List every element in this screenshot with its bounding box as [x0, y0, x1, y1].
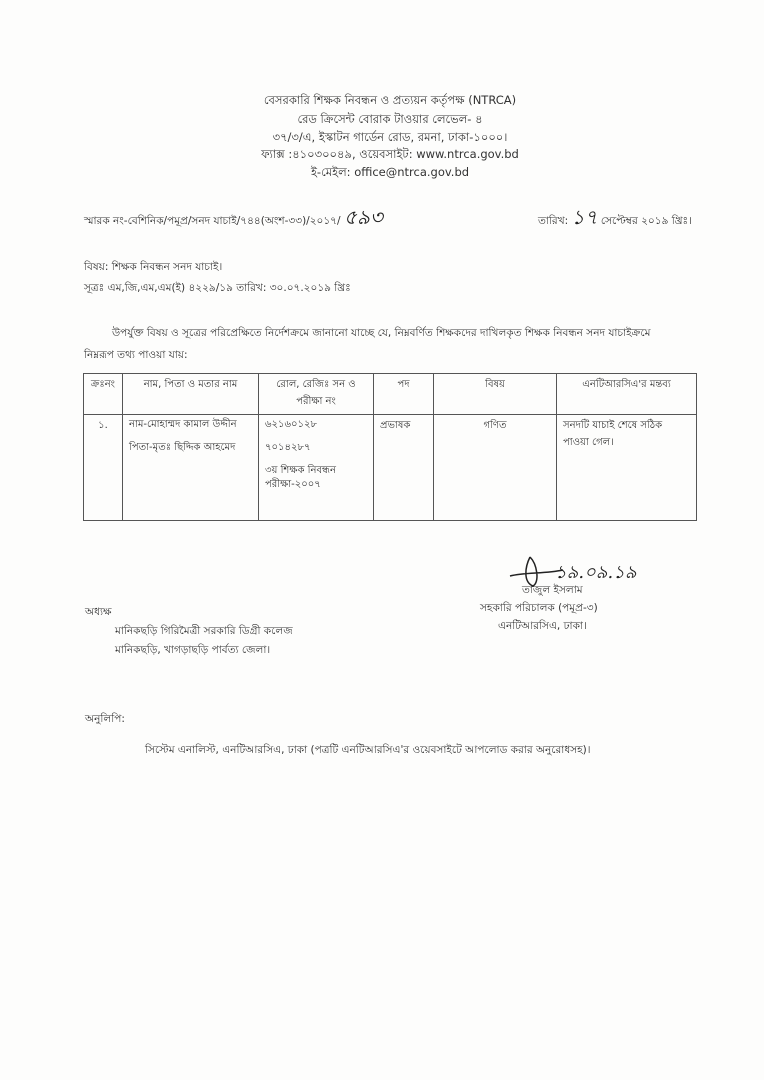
reference-line: সূত্রঃ এম,জি,এম,এম(ই) ৪২২৯/১৯ তারিখ: ৩০.০৭.২০১৯ খ্রিঃ — [84, 282, 351, 294]
org-name: বেসরকারি শিক্ষক নিবন্ধন ও প্রত্যয়ন কর্তৃপক্ষ (NTRCA) — [263, 93, 517, 107]
org-address: ৩৭/৩/এ, ইস্কাটন গার্ডেন রোড, রমনা, ঢাকা-১০০০। — [272, 130, 508, 144]
org-email: ই-মেইল: office@ntrca.gov.bd — [310, 165, 470, 179]
father-name: পিতা-মৃতঃ ছিদ্দিক আহমেদ — [129, 442, 236, 453]
memo-number — [84, 203, 383, 236]
teacher-name: নাম-মোহাম্মদ কামাল উদ্দীন — [129, 419, 237, 430]
signatory-designation: সহকারি পরিচালক (পমূপ্র-৩) — [480, 602, 598, 614]
col-serial: ক্রঃনং — [84, 374, 123, 415]
signature-date: ১৯.০৯.১৯ — [555, 562, 637, 583]
reg-number: ৭০১৪২৮৭ — [265, 442, 311, 453]
cell-post: প্রভাষক — [374, 415, 434, 521]
org-fax-website: ফ্যাক্স :৪১০৩০০৪৯, ওয়েবসাইট: www.ntrca.gov.bd — [261, 147, 519, 161]
col-name: নাম, পিতা ও মতার নাম — [123, 374, 259, 415]
col-post: পদ — [374, 374, 434, 415]
date-label: তারিখ: — [538, 215, 569, 227]
roll-number: ৬২১৬০১২৮ — [265, 419, 317, 430]
cell-roll — [259, 415, 374, 521]
col-roll: রোল, রেজিঃ সন ও পরীক্ষা নং — [259, 374, 374, 415]
copy-item: সিস্টেম এনালিস্ট, এনটিআরসিএ, ঢাকা (পত্রটি এনটিআরসিএ'র ওয়েবসাইটে আপলোড করার অনুরোধসহ)। — [145, 744, 591, 756]
signatory-name: তাজুল ইসলাম — [522, 584, 583, 596]
memo-handwritten-number: ৫৯৩ — [343, 205, 383, 229]
signatory-office: এনটিআরসিএ, ঢাকা। — [498, 620, 587, 632]
body-line-2: নিম্নরূপ তথ্য পাওয়া যায়: — [84, 349, 188, 361]
body-line-1: উপর্যুক্ত বিষয় ও সূত্রের পরিপ্রেক্ষিতে নির্দেশক্রমে জানানো যাচ্ছে যে, নিম্নবর্ণিত শিক্ষকদের দাখিলকৃত শিক্ষক নিবন্ধন সনদ যাচাইক্রমে — [112, 327, 651, 339]
col-remark: এনটিআরসিএ'র মন্তব্য — [557, 374, 697, 415]
cell-remark: সনদটি যাচাই শেষে সঠিক পাওয়া গেল। — [557, 415, 697, 521]
col-subject: বিষয় — [434, 374, 557, 415]
date-handwritten-day: ১৭ — [571, 205, 598, 229]
memo-label: স্মারক নং-বেশিনিক/পমূপ্র/সনদ যাচাই/৭৪৪(অংশ-৩৩)/২০১৭/ — [84, 215, 341, 227]
copy-label: অনুলিপি: — [85, 713, 125, 725]
date-rest: সেপ্টেম্বর ২০১৯ খ্রিঃ। — [600, 215, 692, 227]
cell-serial: ১. — [84, 415, 123, 521]
letter-date — [538, 203, 692, 236]
table-header-row — [84, 374, 697, 415]
table-row — [84, 415, 697, 521]
subject-line: বিষয়: শিক্ষক নিবন্ধন সনদ যাচাই। — [84, 261, 223, 273]
recipient-college: মানিকছড়ি গিরিমৈত্রী সরকারি ডিগ্রী কলেজ — [115, 625, 293, 637]
org-building: রেড ক্রিসেন্ট বোরাক টাওয়ার লেভেল- ৪ — [297, 112, 483, 126]
cell-subject: গণিত — [434, 415, 557, 521]
exam-name: ৩য় শিক্ষক নিবন্ধন পরীক্ষা-২০০৭ — [265, 465, 336, 490]
cell-name — [123, 415, 259, 521]
verification-table — [83, 373, 697, 521]
recipient-title: অধ্যক্ষ — [85, 606, 112, 618]
recipient-location: মানিকছড়ি, খাগড়াছড়ি পার্বত্য জেলা। — [115, 644, 271, 656]
